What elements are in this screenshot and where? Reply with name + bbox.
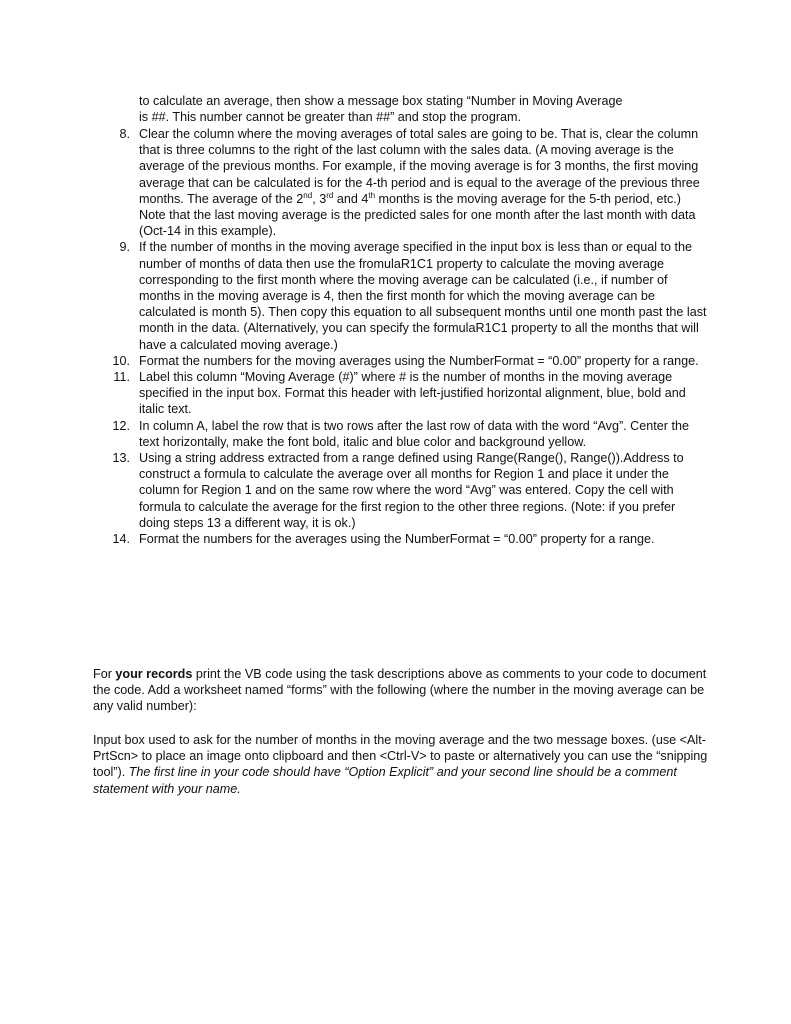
- list-item-step-8: [0, 126, 709, 239]
- continued-line-1: to calculate an average, then show a message box stating “Number in Moving Average: [139, 94, 623, 108]
- list-item-step-14: [0, 531, 709, 547]
- step-number: 8.: [119, 127, 130, 141]
- records-paragraph: [93, 666, 713, 715]
- step-text: [139, 127, 700, 238]
- step-text-part: months is the moving average for the 5-th period, etc.) Note that the last moving average is the predicted sales for one month after the last month with data (Oct-14 in this example).: [139, 191, 696, 239]
- input-box-paragraph: [93, 732, 713, 797]
- step-text-part: , 3: [312, 191, 327, 206]
- continued-line-2: is ##. This number cannot be greater than ##” and stop the program.: [139, 110, 522, 125]
- step-number: 12.: [112, 418, 130, 433]
- option-explicit-note: The first line in your code should have “Option Explicit” and your second line should be a comment statement with your name.: [93, 765, 677, 796]
- step-text: Format the numbers for the averages using the NumberFormat = “0.00” property for a range.: [139, 532, 655, 547]
- step-text: If the number of months in the moving average specified in the input box is less than or equal to the number of months of data then use the fromulaR1C1 property to calculate the moving average corresponding to the first month where the moving average can be calculated (i.e., if number of months in the moving average is 4, then the first month for which the moving average can be calculated is month 5). Then copy this equation to all subsequent months until one month past the last month in the data. (Alternatively, you can specify the formulaR1C1 property to all the months that will have a calculated moving average.): [139, 240, 707, 352]
- step-number: 9.: [119, 240, 130, 255]
- list-item-step-12: [0, 418, 709, 450]
- ordinal-suffix: th: [368, 190, 376, 200]
- step-number: 14.: [112, 532, 130, 547]
- input-box-text: Input box used to ask for the number of months in the moving average and the two message boxes. (use <Alt-PrtScn> to place an image onto clipboard and then <Ctrl-V> to paste or alternatively you can use the “snipping tool”).: [93, 733, 708, 780]
- step-text: Using a string address extracted from a range defined using Range(Range(), Range()).Address to construct a formula to calculate the average over all months for Region 1 and place it under the column for Region 1 and on the same row where the word “Avg” was entered. Copy the cell with formula to calculate the average for the first region to the other three regions. (Note: if you prefer doing steps 13 a different way, it is ok.): [139, 451, 684, 530]
- step-text: In column A, label the row that is two rows after the last row of data with the word “Avg”. Center the text horizontally, make the font bold, italic and blue color and background yellow.: [139, 418, 689, 449]
- step-text: Format the numbers for the moving averages using the NumberFormat = “0.00” property for a range.: [139, 353, 699, 368]
- step-text-part: Clear the column where the moving averages of total sales are going to be. That is, clear the column that is three columns to the right of the last column with the sales data. (A moving average is the average of the previous months. For example, if the moving average is for 3 months, the first moving average that can be calculated is for the 4-th period and is equal to the average of the previous three months. The average of the 2: [139, 127, 700, 206]
- step-number: 10.: [112, 353, 130, 368]
- ordinal-suffix: rd: [326, 190, 334, 200]
- step-number: 11.: [113, 370, 130, 385]
- records-emphasis: your records: [115, 667, 193, 681]
- continued-step-text: [139, 93, 709, 125]
- ordinal-suffix: nd: [303, 190, 313, 200]
- list-item-step-11: [0, 369, 709, 418]
- step-text-part: and 4: [333, 191, 369, 206]
- list-item-step-10: [0, 353, 709, 369]
- records-text-body: print the VB code using the task descriptions above as comments to your code to document the code. Add a worksheet named “forms” with the following (where the number in the moving average can be any valid number):: [93, 667, 707, 714]
- step-number: 13.: [112, 451, 130, 466]
- list-item-step-9: [0, 239, 709, 352]
- records-text-lead: For: [93, 667, 116, 681]
- step-text: Label this column “Moving Average (#)” where # is the number of months in the moving average specified in the input box. Format this header with left-justified horizontal alignment, blue, bold and italic text.: [139, 370, 686, 417]
- numbered-step-list: [0, 126, 720, 547]
- list-item-step-13: [0, 450, 709, 531]
